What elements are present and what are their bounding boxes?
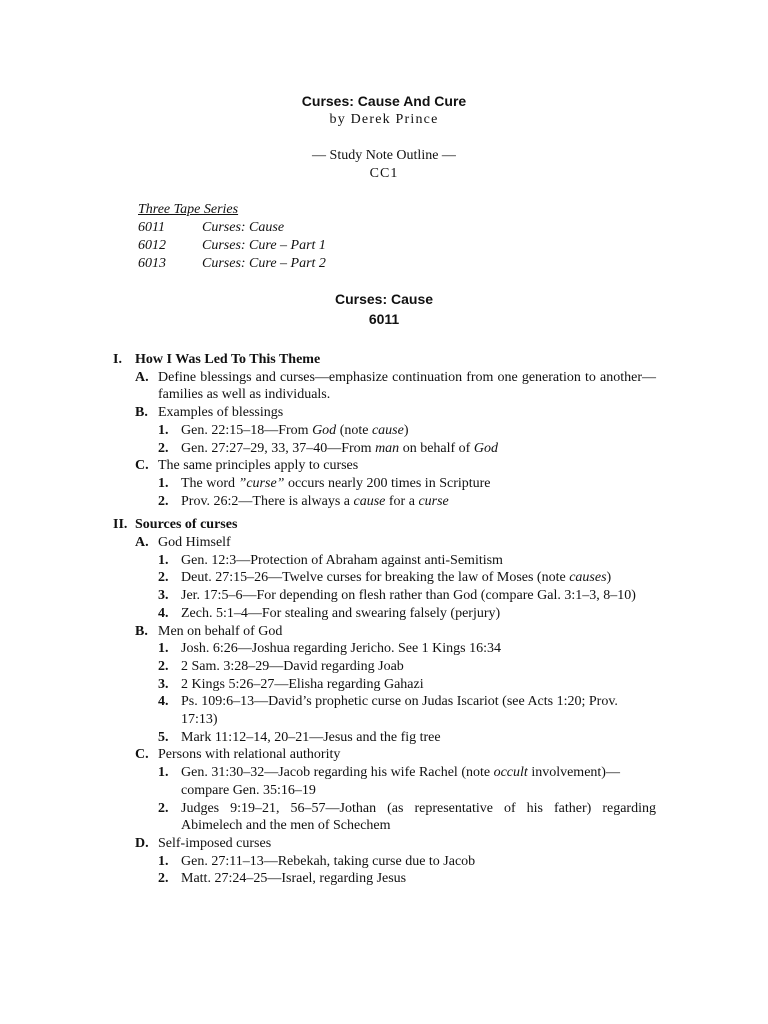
document-code: CC1 xyxy=(369,166,399,181)
item-text: Judges 9:19–21, 56–57—Jothan (as representative of his father) regarding Abimelech and the men of Schechem xyxy=(181,800,656,834)
outline-subitem xyxy=(113,729,656,747)
item-text: Prov. 26:2—There is always a cause for a curse xyxy=(181,493,449,509)
item-number: 4. xyxy=(158,694,169,710)
outline-item xyxy=(113,623,656,641)
outline-subitem xyxy=(113,800,656,835)
outline-subitem xyxy=(113,552,656,570)
item-number: 5. xyxy=(158,729,169,745)
item-text: Persons with relational authority xyxy=(158,747,341,763)
outline-subitem xyxy=(113,440,656,458)
outline-item xyxy=(113,534,656,552)
item-number: 2. xyxy=(158,871,169,887)
heading-text: Sources of curses xyxy=(135,517,238,533)
item-letter: B. xyxy=(135,405,148,421)
section-title: Curses: Cause xyxy=(334,291,434,307)
tape-name: Curses: Cure – Part 2 xyxy=(202,256,326,271)
tape-row xyxy=(138,255,326,273)
item-letter: B. xyxy=(135,623,148,639)
outline-subitem xyxy=(113,693,656,728)
roman-numeral: I. xyxy=(113,352,122,367)
item-text: Gen. 27:11–13—Rebekah, taking curse due to Jacob xyxy=(181,853,476,869)
document-title: Curses: Cause And Cure xyxy=(301,93,467,109)
item-number: 2. xyxy=(158,570,169,586)
heading-text: How I Was Led To This Theme xyxy=(135,352,321,367)
item-text: Gen. 22:15–18—From God (note cause) xyxy=(181,422,409,438)
roman-numeral: II. xyxy=(113,517,128,533)
item-text: The same principles apply to curses xyxy=(158,458,359,474)
item-text: 2 Kings 5:26–27—Elisha regarding Gahazi xyxy=(181,676,424,692)
item-text: Define blessings and curses—emphasize continuation from one generation to another—families as well as individuals. xyxy=(158,369,656,403)
item-letter: A. xyxy=(135,369,149,385)
item-text: God Himself xyxy=(158,535,231,551)
outline-item xyxy=(113,369,656,404)
tape-number: 6011 xyxy=(138,220,165,235)
item-letter: C. xyxy=(135,458,149,474)
outline-subitem xyxy=(113,475,656,493)
author-byline: by Derek Prince xyxy=(329,112,439,127)
section-number: 6011 xyxy=(368,311,400,327)
item-number: 1. xyxy=(158,552,169,568)
item-number: 3. xyxy=(158,588,169,604)
item-number: 1. xyxy=(158,641,169,657)
item-number: 2. xyxy=(158,440,169,456)
tape-number: 6013 xyxy=(138,256,166,271)
item-text: Ps. 109:6–13—David’s prophetic curse on Judas Iscariot (see Acts 1:20; Prov. 17:13) xyxy=(181,694,618,728)
tape-name: Curses: Cure – Part 1 xyxy=(202,238,326,253)
item-letter: C. xyxy=(135,747,149,763)
item-letter: A. xyxy=(135,535,149,551)
item-text: 2 Sam. 3:28–29—David regarding Joab xyxy=(181,658,404,674)
item-number: 2. xyxy=(158,493,169,509)
item-text: Zech. 5:1–4—For stealing and swearing falsely (perjury) xyxy=(181,605,501,621)
tape-row xyxy=(138,219,326,237)
outline-subitem xyxy=(113,764,656,799)
tape-row xyxy=(138,237,326,255)
item-text: Gen. 27:27–29, 33, 37–40—From man on behalf of God xyxy=(181,440,498,456)
item-text: The word ”curse” occurs nearly 200 times in Scripture xyxy=(181,475,491,491)
outline-item xyxy=(113,457,656,475)
tape-series-heading: Three Tape Series xyxy=(138,202,239,217)
outline-heading-i xyxy=(113,351,656,369)
item-number: 2. xyxy=(158,800,169,816)
outline-subitem xyxy=(113,493,656,511)
outline-heading-ii xyxy=(113,516,656,534)
tape-series-list xyxy=(138,201,326,273)
outline-subitem xyxy=(113,676,656,694)
outline-subitem xyxy=(113,422,656,440)
item-text: Mark 11:12–14, 20–21—Jesus and the fig tree xyxy=(181,729,441,745)
outline-subitem xyxy=(113,658,656,676)
item-number: 1. xyxy=(158,475,169,491)
item-text: Self-imposed curses xyxy=(158,835,272,851)
item-text: Jer. 17:5–6—For depending on flesh rather than God (compare Gal. 3:1–3, 8–10) xyxy=(181,588,636,604)
item-text: Deut. 27:15–26—Twelve curses for breaking the law of Moses (note causes) xyxy=(181,570,612,586)
outline-subitem xyxy=(113,569,656,587)
study-outline xyxy=(113,351,656,888)
outline-label: — Study Note Outline — xyxy=(312,148,456,163)
outline-item xyxy=(113,835,656,853)
item-number: 1. xyxy=(158,853,169,869)
outline-subitem xyxy=(113,605,656,623)
item-number: 1. xyxy=(158,765,169,781)
outline-item xyxy=(113,746,656,764)
tape-number: 6012 xyxy=(138,238,166,253)
outline-subitem xyxy=(113,853,656,871)
item-number: 4. xyxy=(158,605,169,621)
tape-name: Curses: Cause xyxy=(202,220,285,235)
outline-subitem xyxy=(113,870,656,888)
item-text: Matt. 27:24–25—Israel, regarding Jesus xyxy=(181,871,407,887)
item-text: Gen. 31:30–32—Jacob regarding his wife Rachel (note occult involvement)—compare Gen. 35:16–19 xyxy=(181,765,620,798)
item-letter: D. xyxy=(135,835,149,851)
outline-subitem xyxy=(113,587,656,605)
item-text: Men on behalf of God xyxy=(158,623,283,639)
item-number: 1. xyxy=(158,422,169,438)
item-text: Josh. 6:26—Joshua regarding Jericho. See 1 Kings 16:34 xyxy=(181,641,502,657)
item-text: Examples of blessings xyxy=(158,405,284,421)
outline-subitem xyxy=(113,640,656,658)
item-number: 3. xyxy=(158,676,169,692)
item-text: Gen. 12:3—Protection of Abraham against anti-Semitism xyxy=(181,552,503,568)
outline-item xyxy=(113,404,656,422)
item-number: 2. xyxy=(158,658,169,674)
